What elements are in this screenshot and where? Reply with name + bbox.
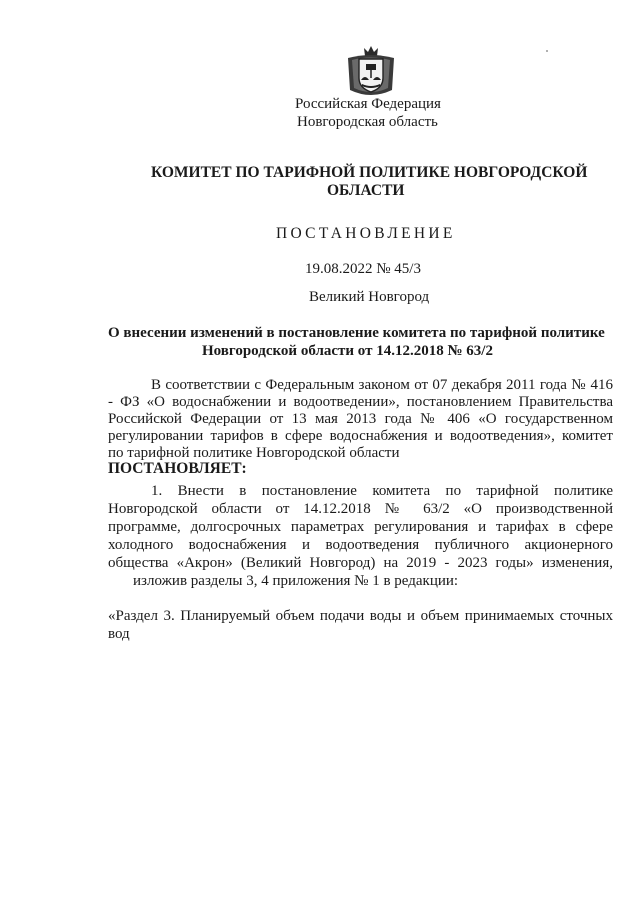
item1-line5: общества «Акрон» (Великий Новгород) на 2019 - 2023 годы» изменения, — [108, 555, 613, 571]
item1-line6: изложив разделы 3, 4 приложения № 1 в редакции: — [133, 573, 459, 589]
committee-title-line1: КОМИТЕТ ПО ТАРИФНОЙ ПОЛИТИКЕ НОВГОРОДСКОЙ — [151, 164, 588, 181]
item1-line1: 1. Внести в постановление комитета по тарифной политике — [151, 483, 613, 499]
preamble-line4: регулировании тарифов в сфере водоснабжения и водоотведения», комитет — [108, 428, 613, 444]
preamble-line3: Российской Федерации от 13 мая 2013 года № 406 «О государственном — [108, 411, 613, 427]
subject-line2: Новгородской области от 14.12.2018 № 63/2 — [202, 343, 493, 359]
decree-word: ПОСТАНОВЛЯЕТ: — [108, 460, 247, 477]
item1-line4: холодного водоснабжения и водоотведения публичного акционерного — [108, 537, 613, 553]
section3-title-line2: вод — [108, 626, 130, 642]
city: Великий Новгород — [309, 289, 430, 305]
coat-of-arms-icon — [342, 44, 400, 100]
subject-line1: О внесении изменений в постановление комитета по тарифной политике — [108, 325, 605, 341]
preamble-line5: по тарифной политике Новгородской области — [108, 445, 400, 461]
preamble-line1: В соответствии с Федеральным законом от 07 декабря 2011 года № 416 — [151, 377, 613, 393]
date-number: 19.08.2022 № 45/3 — [305, 261, 421, 277]
item1-line3: программе, долгосрочных параметрах регулирования и тарифах в сфере — [108, 519, 613, 535]
preamble-line2: - ФЗ «О водоснабжении и водоотведении», постановлением Правительства — [108, 394, 613, 410]
region-name: Новгородская область — [297, 114, 438, 130]
document-type: ПОСТАНОВЛЕНИЕ — [276, 225, 456, 242]
scan-speck — [546, 50, 548, 52]
committee-title-line2: ОБЛАСТИ — [327, 182, 405, 199]
country-name: Российская Федерация — [295, 96, 441, 112]
item1-line2: Новгородской области от 14.12.2018 № 63/2 «О производственной — [108, 501, 613, 517]
section3-title-line1: «Раздел 3. Планируемый объем подачи воды и объем принимаемых сточных — [108, 608, 613, 624]
